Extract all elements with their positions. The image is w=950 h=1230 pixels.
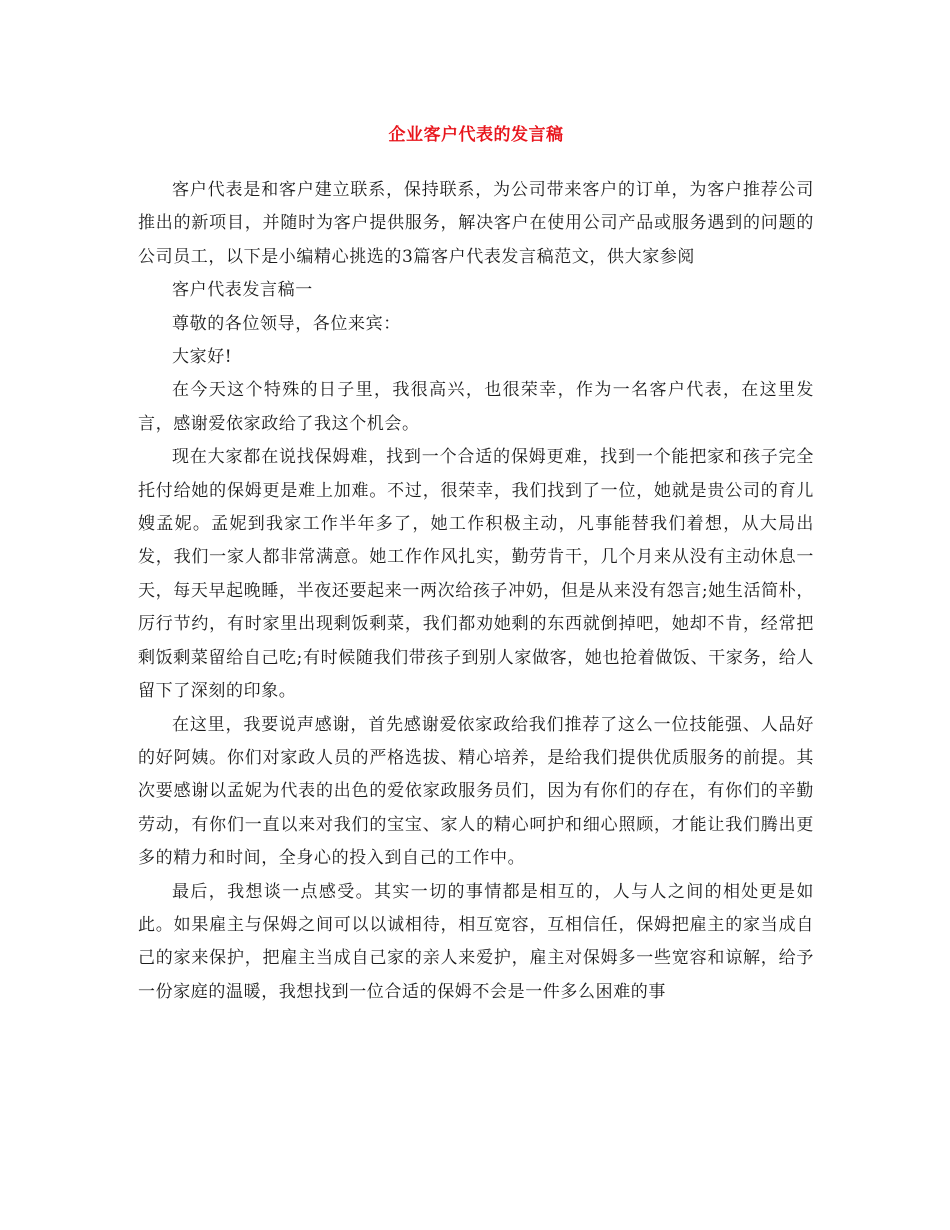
- body-paragraph: 现在大家都在说找保姆难，找到一个合适的保姆更难，找到一个能把家和孩子完全托付给她的保姆更是难上加难。不过，很荣幸，我们找到了一位，她就是贵公司的育儿嫂孟妮。孟妮到我家工作半年多了，她工作积极主动，凡事能替我们着想，从大局出发，我们一家人都非常满意。她工作作风扎实，勤劳肯干，几个月来从没有主动休息一天，每天早起晚睡，半夜还要起来一两次给孩子冲奶，但是从来没有怨言;她生活简朴，厉行节约，有时家里出现剩饭剩菜，我们都劝她剩的东西就倒掉吧，她却不肯，经常把剩饭剩菜留给自己吃;有时候随我们带孩子到别人家做客，她也抢着做饭、干家务，给人留下了深刻的印象。: [138, 447, 814, 702]
- section-heading: 客户代表发言稿一: [172, 280, 313, 301]
- body-paragraph: 在这里，我要说声感谢，首先感谢爱依家政给我们推荐了这么一位技能强、人品好的好阿姨。你们对家政人员的严格选拔、精心培养，是给我们提供优质服务的前提。其次要感谢以孟妮为代表的出色的爱依家政服务员们，因为有你们的存在，有你们的辛勤劳动，有你们一直以来对我们的宝宝、家人的精心呵护和细心照顾，才能让我们腾出更多的精力和时间，全身心的投入到自己的工作中。: [138, 714, 814, 869]
- document-title: 企业客户代表的发言稿: [388, 125, 564, 145]
- salutation: 尊敬的各位领导，各位来宾：: [172, 313, 401, 334]
- body-paragraph: 在今天这个特殊的日子里，我很高兴，也很荣幸，作为一名客户代表，在这里发言，感谢爱依家政给了我这个机会。: [138, 380, 814, 434]
- document-page: [138, 118, 814, 1009]
- intro-paragraph: 客户代表是和客户建立联系，保持联系，为公司带来客户的订单，为客户推荐公司推出的新项目，并随时为客户提供服务，解决客户在使用公司产品或服务遇到的问题的公司员工，以下是小编精心挑选的3篇客户代表发言稿范文，供大家参阅: [138, 180, 814, 267]
- body-paragraph: 最后，我想谈一点感受。其实一切的事情都是相互的，人与人之间的相处更是如此。如果雇主与保姆之间可以以诚相待，相互宽容，互相信任，保姆把雇主的家当成自己的家来保护，把雇主当成自己家的亲人来爱护，雇主对保姆多一些宽容和谅解，给予一份家庭的温暖，我想找到一位合适的保姆不会是一件多么困难的事: [138, 881, 814, 1002]
- greeting: 大家好!: [172, 347, 233, 368]
